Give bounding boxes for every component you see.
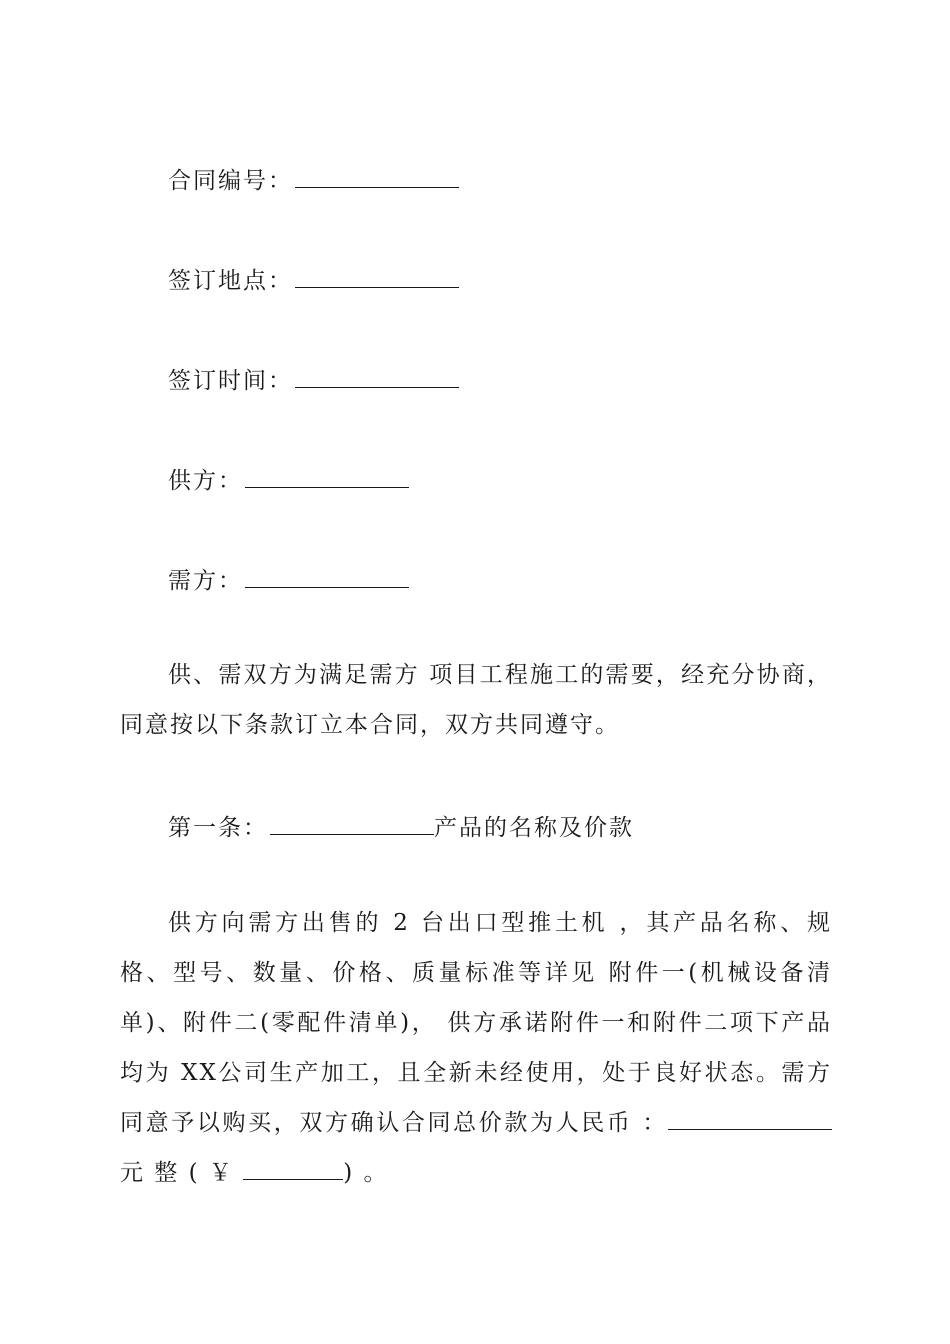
total-price-blank	[668, 1103, 832, 1130]
article-1-blank	[270, 812, 434, 835]
article-1-prefix: 第一条：	[168, 815, 268, 841]
intro-text: 供、需双方为满足需方 项目工程施工的需要，经充分协商，同意按以下条款订立本合同，双方共同遵守。	[120, 662, 832, 738]
buyer-row	[168, 562, 409, 595]
contract-number-label: 合同编号：	[168, 168, 293, 194]
amount-blank	[243, 1153, 343, 1180]
sign-time-label: 签订时间：	[168, 368, 293, 394]
article-1-text-part1: 供方向需方出售的 2 台出口型推土机 ，其产品名称、规格、型号、数量、价格、质量标准等详见 附件一(机械设备清单)、附件二(零配件清单)， 供方承诺附件一和附件二项下产品均为 XX公司生产加工，且全新未经使用，处于良好状态。需方同意予以购买，双方确认合同总价款为人民币 ：	[120, 910, 832, 1136]
supplier-label: 供方：	[168, 468, 243, 494]
article-1-text	[120, 898, 832, 1198]
supplier-blank	[245, 465, 409, 488]
contract-number-blank	[295, 165, 459, 188]
sign-time-row	[168, 362, 459, 395]
sign-place-row	[168, 262, 459, 295]
supplier-row	[168, 462, 409, 495]
intro-paragraph	[120, 650, 832, 750]
sign-place-blank	[295, 265, 459, 288]
article-1-heading	[168, 809, 634, 842]
buyer-blank	[245, 565, 409, 588]
sign-place-label: 签订地点：	[168, 268, 293, 294]
article-1-text-part3: ) 。	[343, 1160, 389, 1186]
article-1-suffix: 产品的名称及价款	[434, 815, 634, 841]
article-1-text-part2: 元 整 ( ￥	[120, 1160, 244, 1186]
buyer-label: 需方：	[168, 568, 243, 594]
contract-number-row	[168, 162, 459, 195]
sign-time-blank	[295, 365, 459, 388]
article-1-body	[120, 898, 832, 1198]
